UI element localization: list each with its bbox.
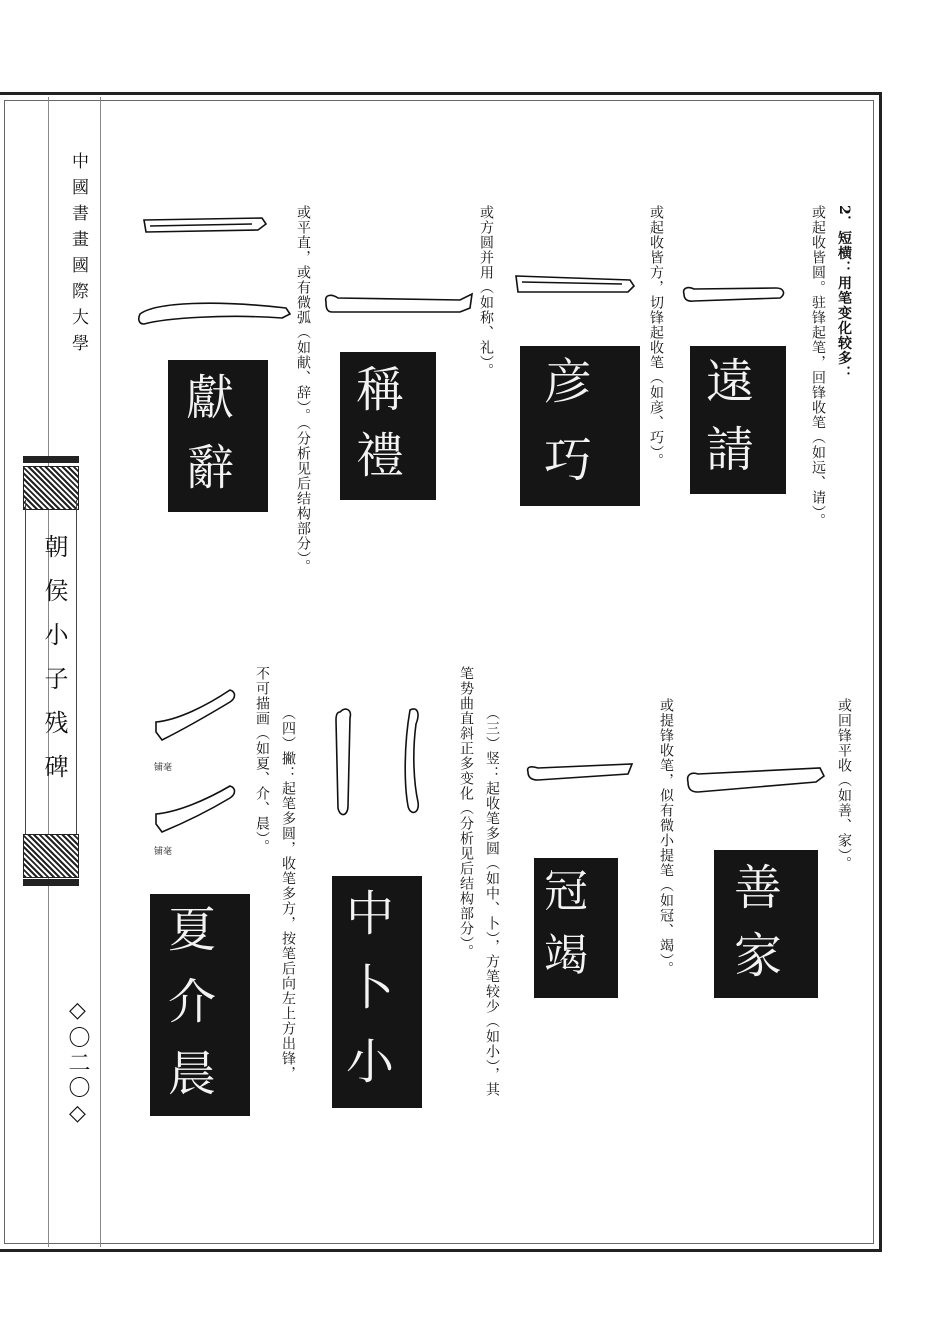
rubbing-block — [332, 876, 422, 1108]
stroke-sketch-square — [512, 270, 642, 300]
text-column-5: 或平直，或有微弧（如献、辞）。（分析见后结构部分）。 — [295, 205, 311, 574]
stroke-sketch-lift — [524, 762, 639, 786]
text-column-3: 或起收皆方，切锋起收笔（如彦、巧）。 — [648, 205, 664, 468]
text-column-8: （三）竖：起收笔多圆（如中、卜），方笔较少（如小），其 — [484, 706, 500, 1097]
text-column-11: 不可描画（如夏、介、晨）。 — [254, 666, 270, 854]
sketch-label: 铺毫 — [154, 847, 173, 857]
glyph-qiao: 巧 — [544, 432, 593, 488]
glyph-jie2: 介 — [168, 974, 217, 1030]
series-title: 中國書畫國際大學 — [68, 152, 88, 360]
rubbing-block — [168, 360, 268, 512]
rubbing-block — [520, 346, 640, 506]
rubbing-block — [340, 352, 436, 500]
text-column-4: 或方圆并用（如称、礼）。 — [478, 205, 494, 378]
rubbing-block — [714, 850, 818, 998]
rubbing-block — [150, 894, 250, 1116]
text-column-9: 笔势曲直斜正多变化（分析见后结构部分）。 — [458, 666, 474, 959]
text-column-10: （四）撇：起笔多圆，收笔多方，按笔后向左上方出锋， — [280, 706, 296, 1081]
glyph-yan: 彦 — [544, 354, 593, 410]
glyph-ci: 辭 — [186, 440, 235, 496]
stroke-sketch-left-falling-2 — [150, 782, 240, 838]
rubbing-block — [690, 346, 786, 494]
glyph-jia: 家 — [734, 928, 783, 984]
glyph-li: 禮 — [356, 428, 405, 484]
glyph-xian: 獻 — [186, 370, 235, 426]
glyph-chen: 晨 — [168, 1046, 217, 1102]
cartouche-bar — [23, 456, 79, 463]
stroke-sketch-vertical-curved — [398, 704, 428, 820]
cartouche-hatch — [23, 834, 79, 878]
stroke-sketch-return — [684, 764, 829, 798]
page-frame — [0, 92, 882, 1252]
glyph-xia: 夏 — [168, 902, 217, 958]
stroke-sketch-left-falling-1 — [150, 686, 240, 746]
glyph-yuan: 遠 — [706, 354, 755, 410]
glyph-cheng: 稱 — [356, 362, 405, 418]
cartouche-bar — [23, 879, 79, 886]
text-column-1: 2．短横：用笔变化较多： — [836, 205, 852, 381]
glyph-shan: 善 — [734, 860, 783, 916]
margin-line — [100, 97, 101, 1247]
glyph-guan: 冠 — [544, 866, 588, 917]
glyph-xiao: 小 — [346, 1034, 395, 1090]
stroke-sketch-round — [680, 282, 790, 312]
book-title-cartouche — [23, 456, 79, 886]
text-column-7: 或提锋收笔，似有微小提笔（如冠、竭）。 — [658, 698, 674, 976]
text-column-6: 或回锋平收（如善、家）。 — [836, 698, 852, 871]
stroke-sketch-arc — [136, 296, 296, 330]
stroke-sketch-vertical-round — [330, 706, 360, 822]
stroke-sketch-flat — [140, 210, 270, 240]
glyph-zhong: 中 — [346, 886, 395, 942]
sketch-label: 铺毫 — [154, 763, 173, 773]
book-title: 朝侯小子残碑 — [40, 534, 68, 798]
glyph-qing: 請 — [706, 422, 755, 478]
rubbing-block — [534, 858, 618, 998]
page-number: ◇〇二〇◇ — [65, 998, 90, 1129]
stroke-sketch-mixed — [322, 290, 482, 324]
glyph-bu: 卜 — [346, 960, 395, 1016]
glyph-jie: 竭 — [544, 930, 588, 981]
text-column-2: 或起收皆圆。驻锋起笔，回锋收笔（如远、请）。 — [810, 205, 826, 528]
